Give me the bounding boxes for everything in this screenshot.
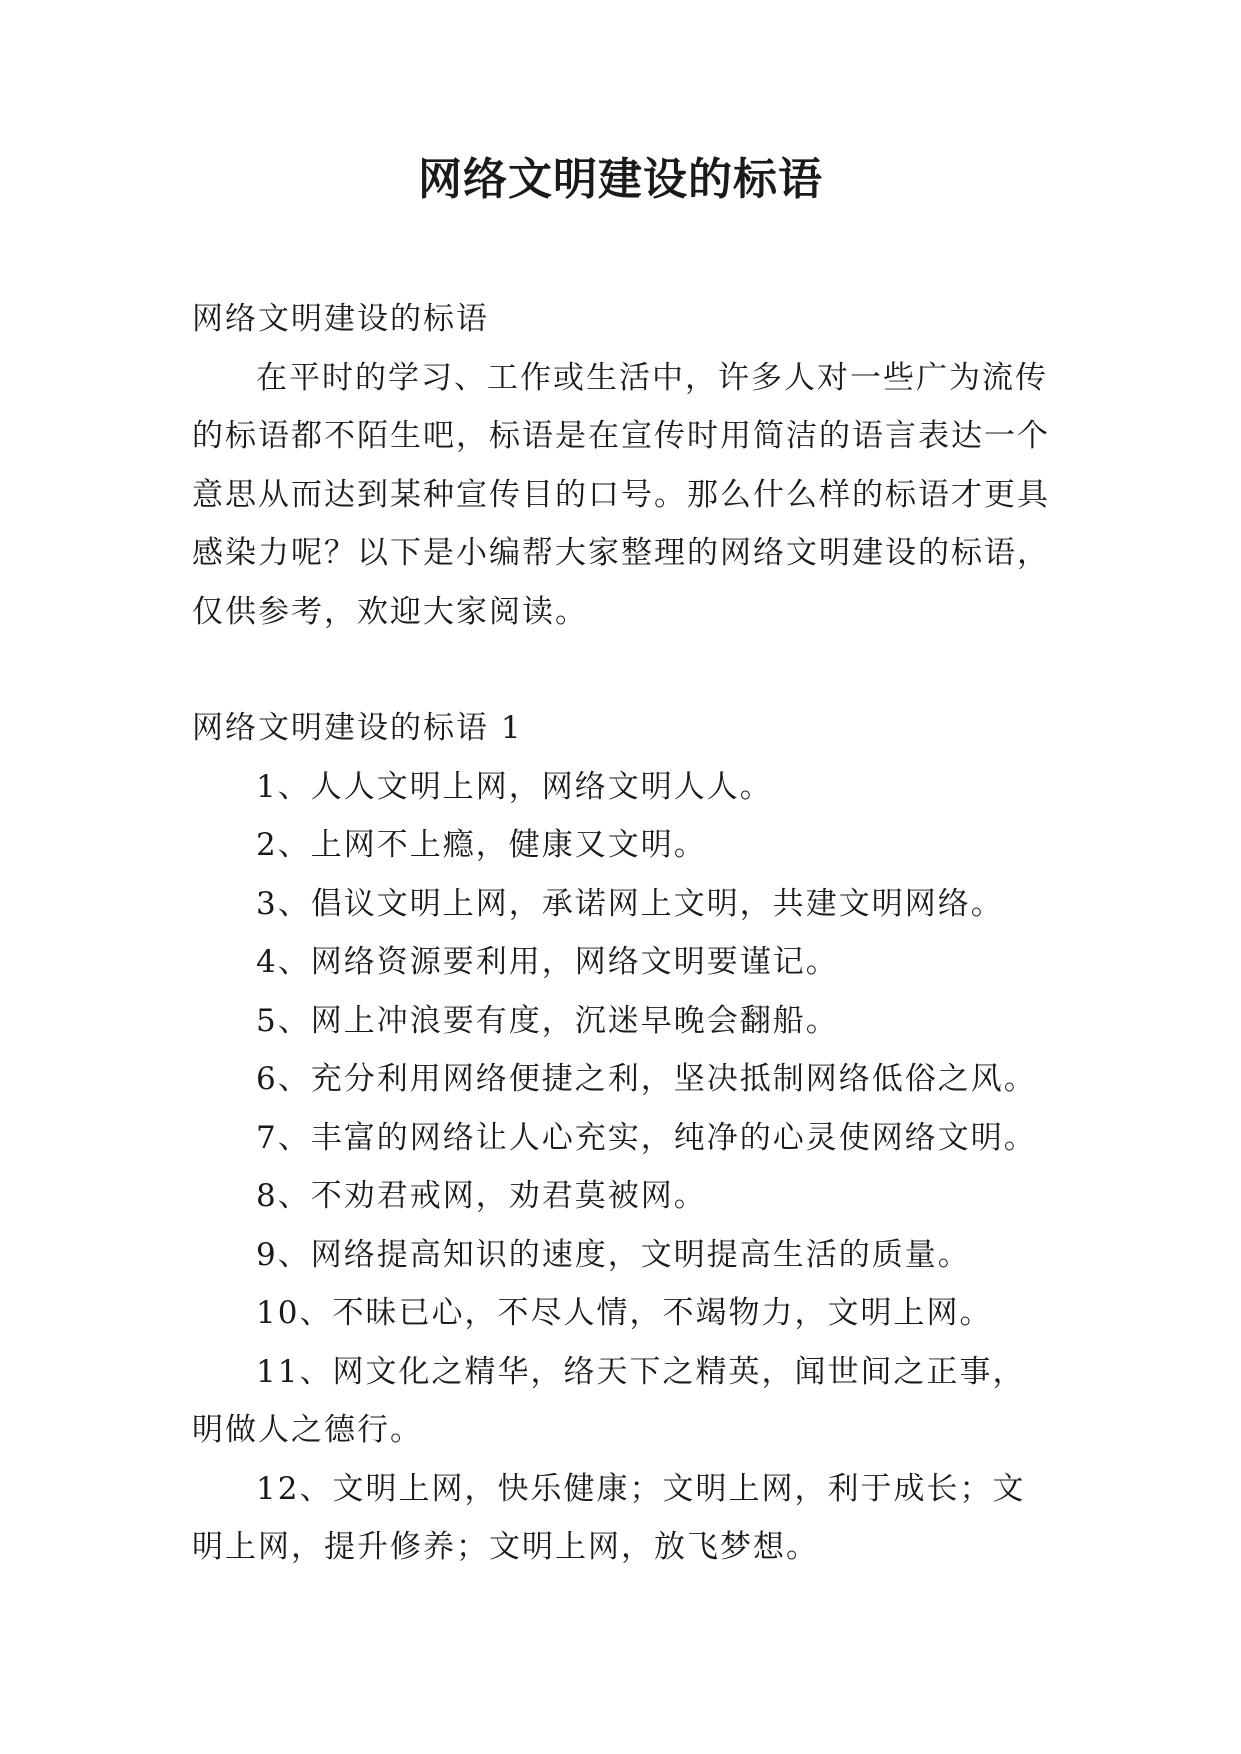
slogan-item: 9、网络提高知识的速度，文明提高生活的质量。 xyxy=(256,1236,971,1273)
slogan-item: 11、网文化之精华，络天下之精英，闻世间之正事，明做人之德行。 xyxy=(192,1353,1026,1448)
intro-paragraph: 在平时的学习、工作或生活中，许多人对一些广为流传的标语都不陌生吧，标语是在宣传时用简洁的语言表达一个意思从而达到某种宣传目的口号。那么什么样的标语才更具感染力呢？以下是小编帮大家整理的网络文明建设的标语，仅供参考，欢迎大家阅读。 xyxy=(192,359,1050,630)
document-title: 网络文明建设的标语 xyxy=(418,154,823,205)
slogan-item: 10、不昧已心，不尽人情，不竭物力，文明上网。 xyxy=(256,1295,993,1331)
slogan-item: 12、文明上网，快乐健康；文明上网，利于成长；文明上网，提升修养；文明上网，放飞梦想。 xyxy=(192,1470,1026,1565)
slogan-item: 1、人人文明上网，网络文明人人。 xyxy=(256,768,773,805)
slogan-item: 5、网上冲浪要有度，沉迷早晚会翻船。 xyxy=(256,1002,839,1039)
section-heading: 网络文明建设的标语 1 xyxy=(192,710,523,746)
slogan-item: 8、不劝君戒网，劝君莫被网。 xyxy=(256,1178,707,1214)
paragraph-gap xyxy=(192,641,1054,699)
subtitle: 网络文明建设的标语 xyxy=(192,301,489,337)
slogan-item: 6、充分利用网络便捷之利，坚决抵制网络低俗之风。 xyxy=(256,1061,1037,1097)
slogan-item: 2、上网不上瘾，健康又文明。 xyxy=(256,827,707,863)
slogan-item: 7、丰富的网络让人心充实，纯净的心灵使网络文明。 xyxy=(256,1119,1037,1156)
document-body xyxy=(192,290,1054,1577)
slogan-item: 4、网络资源要利用，网络文明要谨记。 xyxy=(256,944,839,980)
slogan-item: 3、倡议文明上网，承诺网上文明，共建文明网络。 xyxy=(256,885,1004,922)
